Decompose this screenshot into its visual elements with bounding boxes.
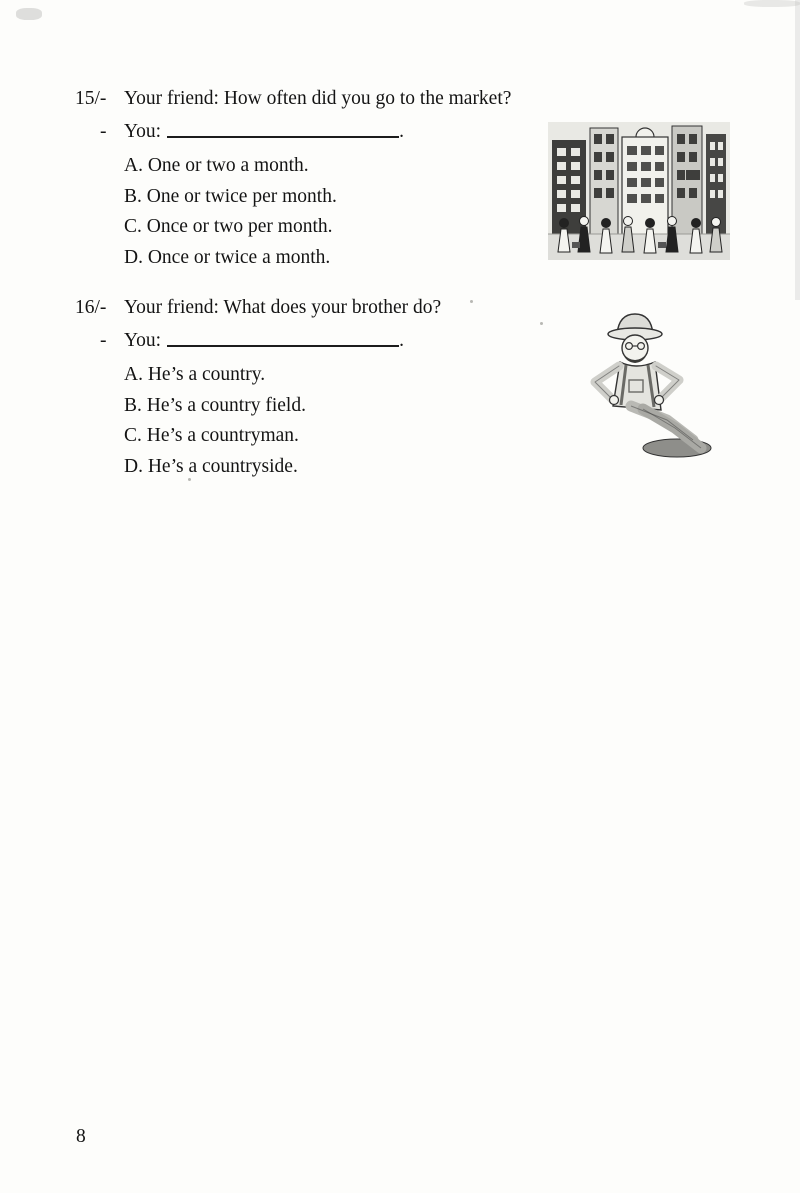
option-a: A. One or two a month. (124, 155, 309, 176)
question-15 (75, 84, 545, 273)
question-prompt: Your friend: How often did you go to the market? (124, 88, 512, 109)
answer-line (75, 326, 545, 356)
option-c: C. Once or two per month. (124, 216, 333, 237)
option-b: B. One or twice per month. (124, 185, 337, 207)
scan-artifact (795, 0, 800, 300)
question-16 (75, 293, 545, 482)
option-a: A. He’s a country. (124, 364, 266, 385)
question-heading (75, 84, 545, 114)
market-scene-illustration (548, 122, 730, 260)
answer-label: You: (124, 121, 162, 142)
answer-dash: - (100, 121, 107, 142)
scan-artifact (16, 8, 42, 20)
answer-blank (167, 136, 399, 138)
options-list (124, 360, 545, 482)
option-d: D. He’s a countryside. (124, 455, 298, 477)
option-b: B. He’s a country field. (124, 394, 306, 416)
page-number: 8 (76, 1126, 86, 1147)
answer-dash: - (100, 330, 107, 351)
question-heading (75, 293, 545, 323)
question-number: 15/- (75, 88, 107, 109)
answer-period: . (399, 330, 404, 351)
answer-period: . (399, 121, 404, 142)
exercise-content (75, 84, 545, 482)
answer-label: You: (124, 330, 162, 351)
option-d: D. Once or twice a month. (124, 246, 331, 268)
question-number: 16/- (75, 297, 107, 318)
options-list (124, 151, 545, 273)
option-c: C. He’s a countryman. (124, 425, 299, 446)
question-prompt: Your friend: What does your brother do? (124, 297, 442, 318)
farmer-illustration (573, 308, 719, 466)
answer-line (75, 117, 545, 147)
answer-blank (167, 345, 399, 347)
scan-artifact (744, 0, 800, 7)
